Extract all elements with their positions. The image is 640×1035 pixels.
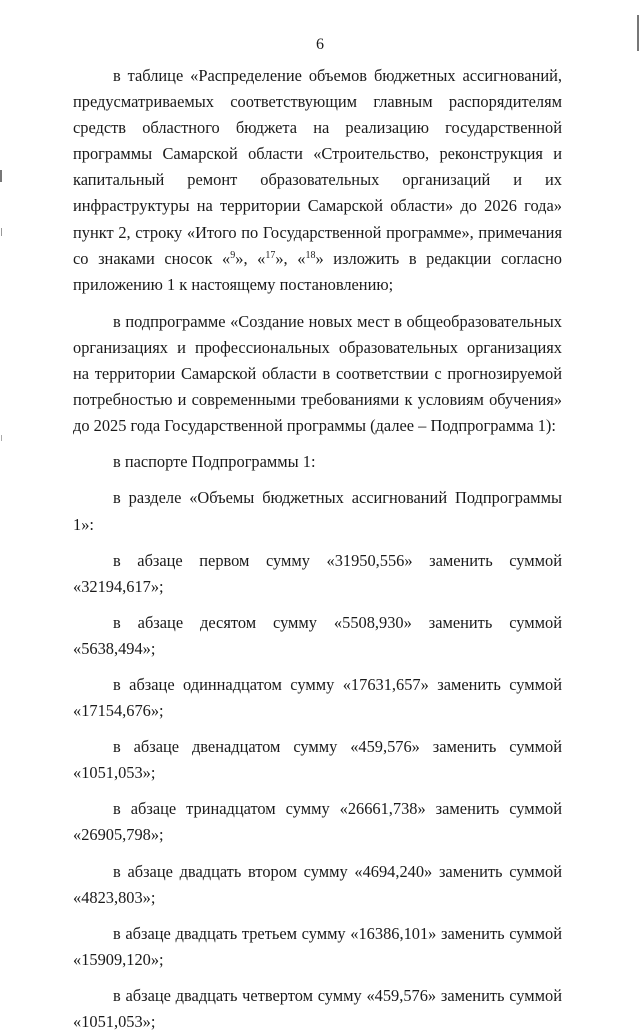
paragraph-amendment: в абзаце первом сумму «31950,556» заменить суммой «32194,617»; [73, 550, 562, 596]
page-number: 6 [316, 36, 324, 53]
paragraph-subprogram-1: в подпрограмме «Создание новых мест в общеобразовательных организациях и профессиональных образовательных организациях на территории Самарской области в соответствии с прогнозируемой потребностью и современными требованиями к условиям обучения» до 2025 года Государственной программы (далее – Подпрограмма 1): [73, 311, 562, 436]
paragraph-table-amendment [73, 63, 562, 298]
paragraph-text: в таблице «Распределение объемов бюджетных ассигнований, предусматриваемых соответствующим главным распорядителям средств областного бюджета на реализацию государственной программы Самарской области «Строительство, реконструкция и капитальный ремонт образовательных организаций и их инфраструктуры на территории Самарской области» до 2026 года» пункт 2, строку «Итого по Государственной программе», примечания со знаками сносок « [73, 66, 562, 268]
paragraph-amendment: в абзаце двадцать втором сумму «4694,240» заменить суммой «4823,803»; [73, 861, 562, 907]
paragraph-amendment: в абзаце десятом сумму «5508,930» заменить суммой «5638,494»; [73, 612, 562, 658]
scan-edge-mark [1, 435, 2, 441]
scan-edge-mark [0, 170, 2, 182]
paragraph-text: » изложить в редакции согласно приложению 1 к настоящему постановлению; [73, 248, 562, 294]
scan-edge-mark [1, 228, 2, 236]
paragraph-text: », « [275, 248, 306, 268]
paragraph-amendment: в абзаце двадцать третьем сумму «16386,101» заменить суммой «15909,120»; [73, 923, 562, 969]
paragraph-amendment: в абзаце двенадцатом сумму «459,576» заменить суммой «1051,053»; [73, 737, 562, 783]
document-body [73, 63, 562, 1035]
paragraph-passport: в паспорте Подпрограммы 1: [113, 452, 316, 472]
footnote-mark: 18 [305, 249, 316, 261]
paragraph-text: », « [235, 248, 266, 268]
paragraph-amendment: в абзаце тринадцатом сумму «26661,738» заменить суммой «26905,798»; [73, 799, 562, 845]
paragraph-section: в разделе «Объемы бюджетных ассигнований Подпрограммы 1»: [73, 488, 562, 534]
footnote-mark: 9 [230, 249, 236, 261]
footnote-mark: 17 [265, 249, 276, 261]
paragraph-amendment: в абзаце одиннадцатом сумму «17631,657» заменить суммой «17154,676»; [73, 674, 562, 721]
paragraph-amendment: в абзаце двадцать четвертом сумму «459,576» заменить суммой «1051,053»; [73, 985, 562, 1031]
